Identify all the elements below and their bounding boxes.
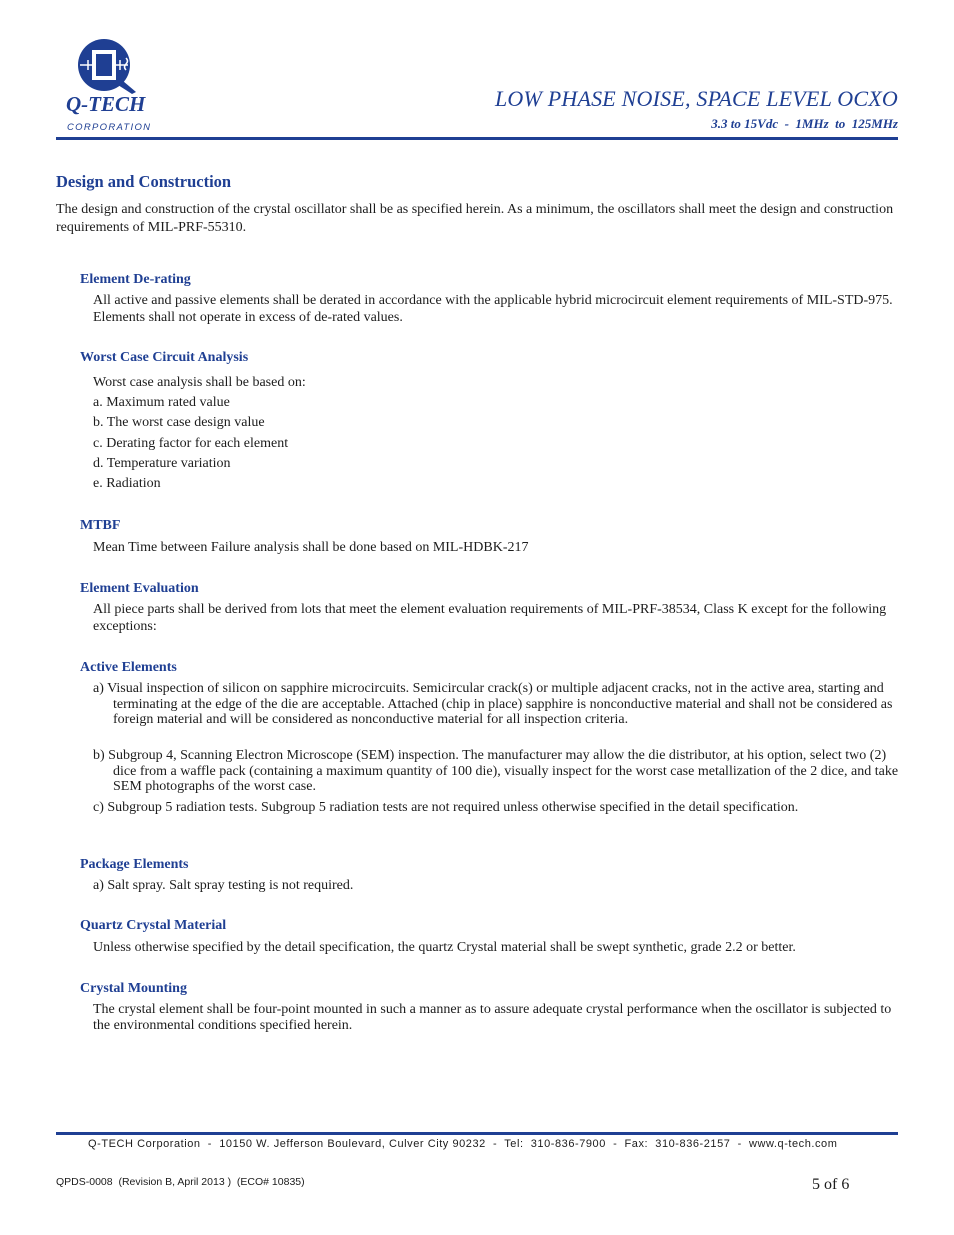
quartz-body: Unless otherwise specified by the detail specification, the quartz Crystal material shall be swept synthetic, grade 2.2 or better. <box>93 940 796 955</box>
package-heading: Package Elements <box>80 857 189 872</box>
list-item: c. Derating factor for each element <box>93 436 289 451</box>
active-item-c: c) Subgroup 5 radiation tests. Subgroup 5 radiation tests are not required unless otherwise specified in the detail specification. <box>93 800 799 815</box>
active-item-a: a) Visual inspection of silicon on sapphire microcircuits. Semicircular crack(s) or multiple adjacent cracks, not in the active area, starting and terminating at the edge of the die are acceptable. Attached (chip in place) sapphire is nonconductive material and shall not be considered as foreign material and will be considered as nonconductive material for all inspection criteria. <box>93 681 893 727</box>
mtbf-body: Mean Time between Failure analysis shall be done based on MIL-HDBK-217 <box>93 540 529 555</box>
mounting-heading: Crystal Mounting <box>80 981 187 996</box>
quartz-heading: Quartz Crystal Material <box>80 918 227 933</box>
list-item <box>93 800 899 816</box>
logo-subtitle: CORPORATION <box>67 122 152 133</box>
list-item: e. Radiation <box>93 476 161 491</box>
active-heading: Active Elements <box>80 660 177 675</box>
mtbf-heading: MTBF <box>80 518 121 533</box>
section-title: Design and Construction <box>56 172 232 191</box>
header-rule <box>56 137 898 140</box>
list-item: a. Maximum rated value <box>93 395 230 410</box>
footer-address: Q-TECH Corporation - 10150 W. Jefferson Boulevard, Culver City 90232 - Tel: 310-836-7900 - Fax: 310-836-2157 - www.q-tech.com <box>88 1138 838 1150</box>
list-item: b. The worst case design value <box>93 415 265 430</box>
document-id: QPDS-0008 (Revision B, April 2013 ) (ECO# 10835) <box>56 1176 305 1188</box>
evaluation-body: All piece parts shall be derived from lots that meet the element evaluation requirements of MIL-PRF-38534, Class K except for the following exceptions: <box>93 602 887 634</box>
wcca-lead: Worst case analysis shall be based on: <box>93 375 306 390</box>
derating-heading: Element De-rating <box>80 272 191 287</box>
list-item <box>93 748 899 795</box>
document-subtitle: 3.3 to 15Vdc - 1MHz to 125MHz <box>711 116 898 131</box>
page-number: 5 of 6 <box>812 1176 850 1193</box>
list-item: d. Temperature variation <box>93 456 231 471</box>
derating-body: All active and passive elements shall be derated in accordance with the applicable hybrid microcircuit element requirements of MIL-STD-975. Elements shall not operate in excess of de-rated values. <box>93 293 893 325</box>
logo-name: Q-TECH <box>66 92 146 116</box>
mounting-body: The crystal element shall be four-point mounted in such a manner as to assure adequate crystal performance when the oscillator is subjected to the environmental conditions specified herein. <box>93 1002 892 1033</box>
active-item-b: b) Subgroup 4, Scanning Electron Microscope (SEM) inspection. The manufacturer may allow the die distributor, at his option, select two (2) dice from a waffle pack (containing a maximum quantity of 100 die), visually inspect for the worst case metallization of the 2 dice, and take SEM photographs of the worst case. <box>93 748 899 794</box>
footer-rule <box>56 1132 898 1135</box>
package-body: a) Salt spray. Salt spray testing is not required. <box>93 878 354 893</box>
document-title: LOW PHASE NOISE, SPACE LEVEL OCXO <box>494 86 898 111</box>
q-tech-logo <box>58 34 158 134</box>
wcca-heading: Worst Case Circuit Analysis <box>80 350 249 365</box>
evaluation-heading: Element Evaluation <box>80 581 199 596</box>
list-item <box>93 681 899 728</box>
crystal-logo-icon <box>76 36 140 96</box>
section-intro: The design and construction of the crystal oscillator shall be as specified herein. As a minimum, the oscillators shall meet the design and construction requirements of MIL-PRF-55310. <box>56 202 894 235</box>
